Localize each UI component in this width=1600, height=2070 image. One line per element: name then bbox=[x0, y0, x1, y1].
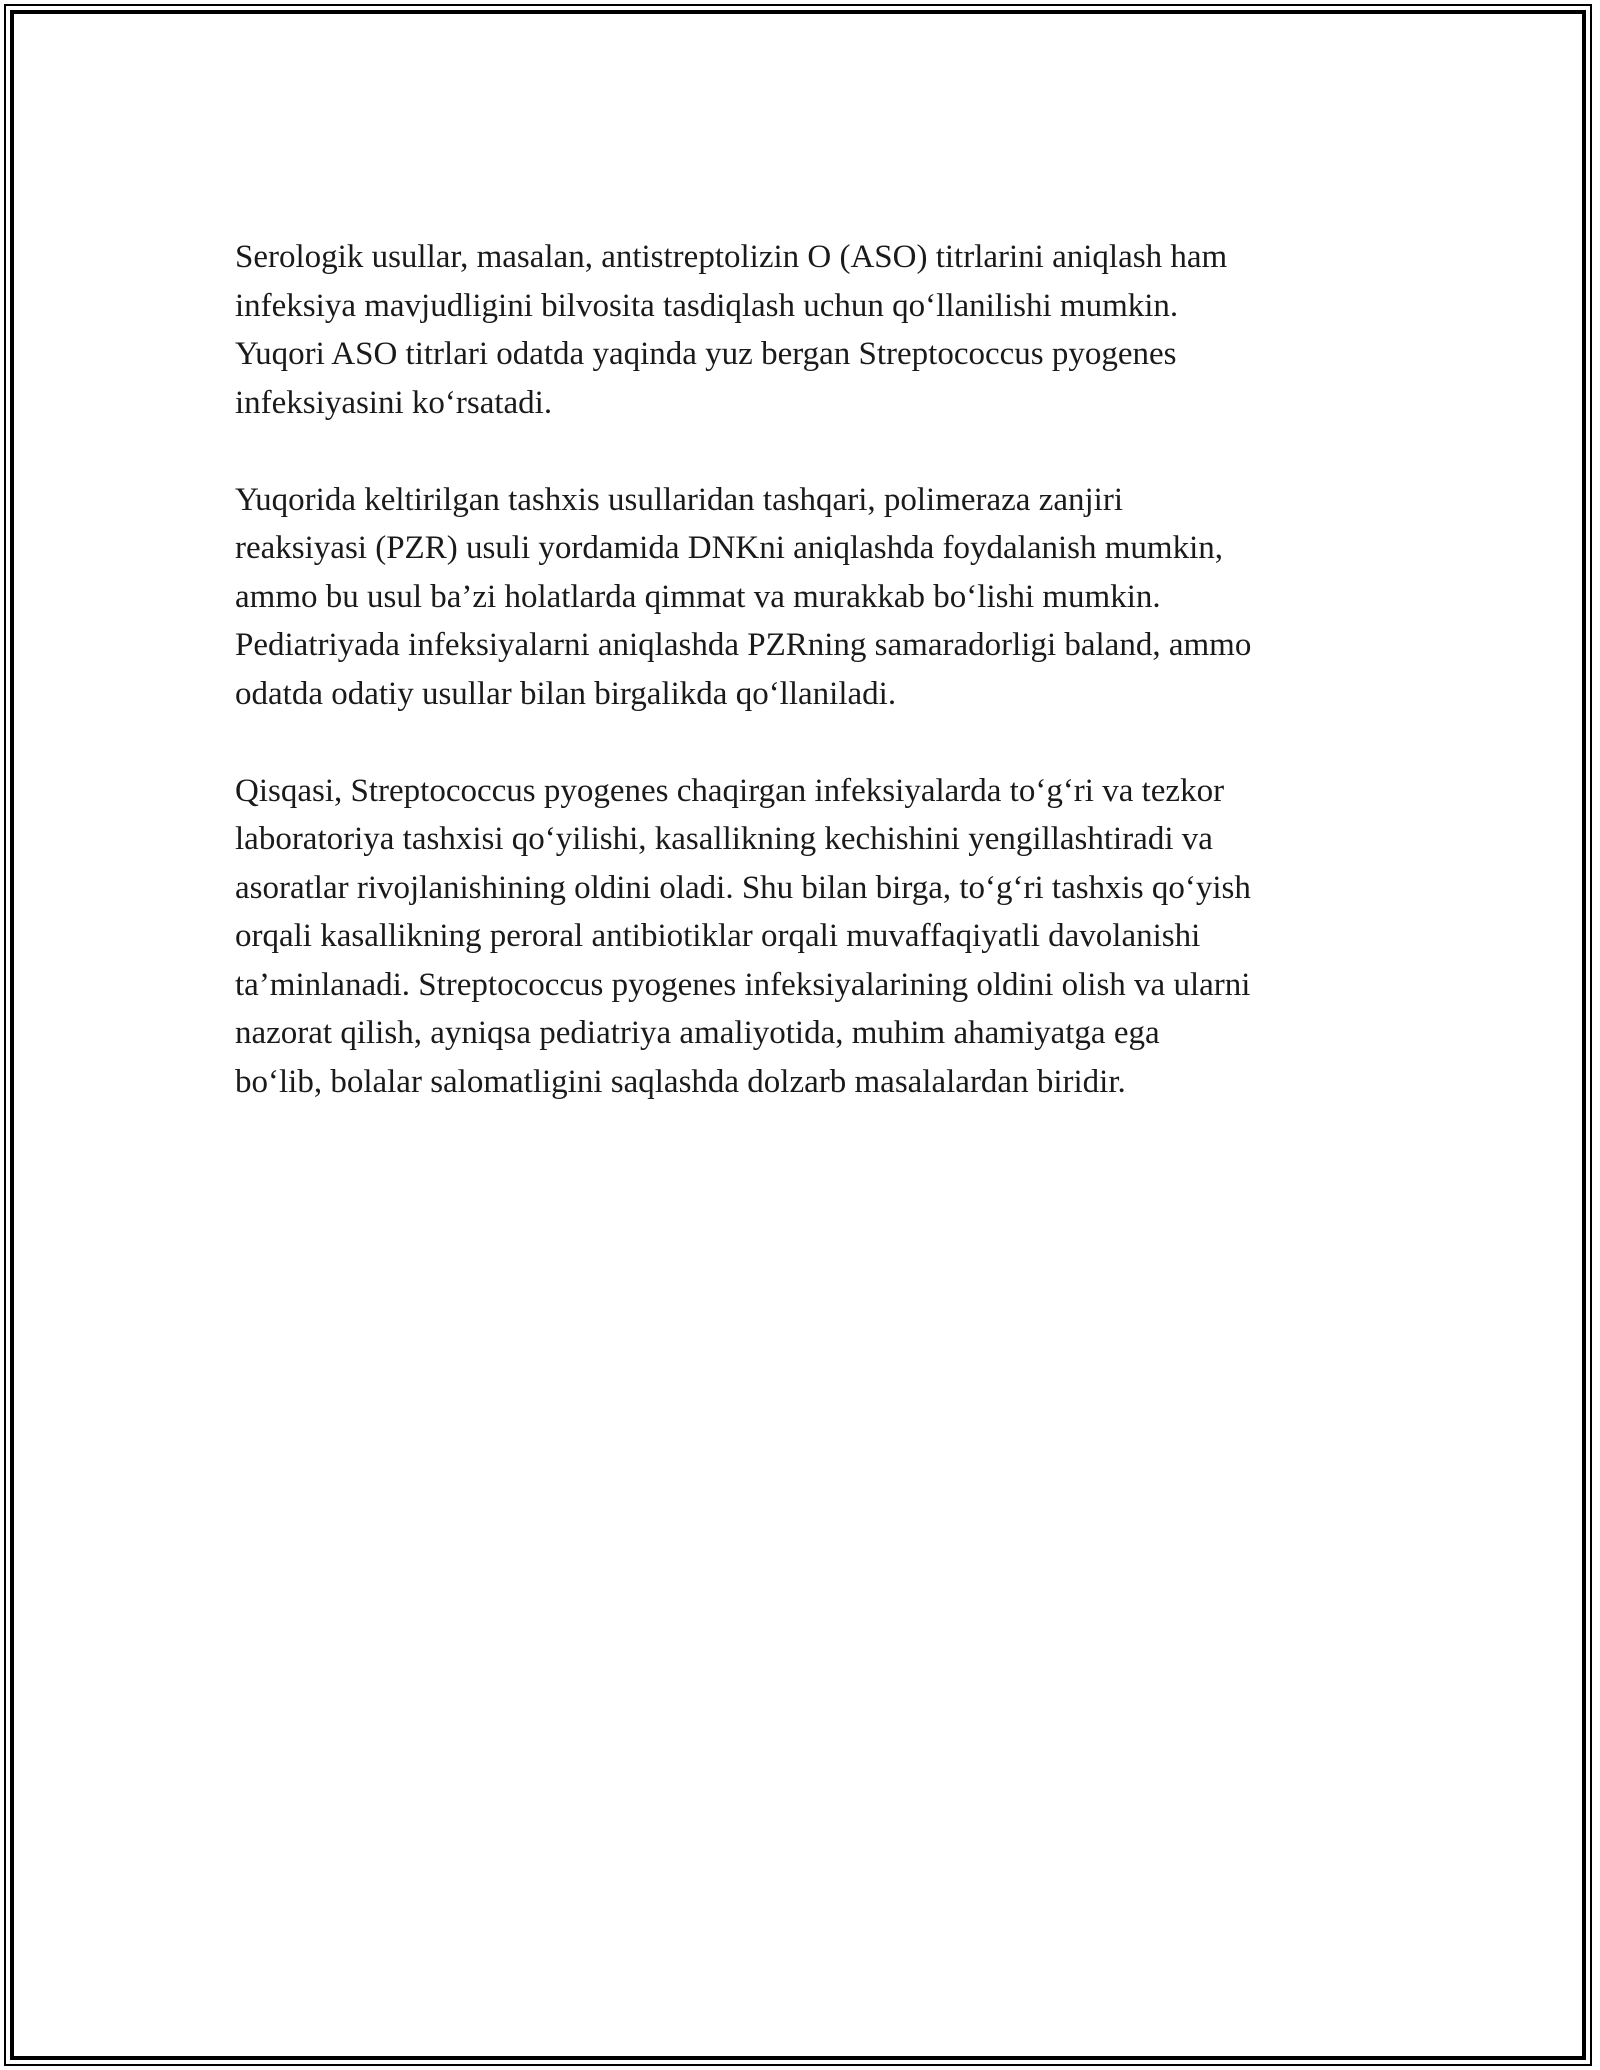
document-body bbox=[235, 233, 1375, 1155]
paragraph-summary: Qisqasi, Streptococcus pyogenes chaqirgan infeksiyalarda to‘g‘ri va tezkor laboratoriya tashxisi qo‘yilishi, kasallikning kechishini yengillashtiradi va asoratlar rivojlanishining oldini oladi. Shu bilan birga, to‘g‘ri tashxis qo‘yish orqali kasallikning peroral antibiotiklar orqali muvaffaqiyatli davolanishi ta’minlanadi. Streptococcus pyogenes infeksiyalarining oldini olish va ularni nazorat qilish, ayniqsa pediatriya amaliyotida, muhim ahamiyatga ega bo‘lib, bolalar salomatligini saqlashda dolzarb masalalardan biridir. bbox=[235, 772, 1251, 1100]
paragraph-serology: Serologik usullar, masalan, antistreptolizin O (ASO) titrlarini aniqlash ham infeksiya mavjudligini bilvosita tasdiqlash uchun qo‘llanilishi mumkin. Yuqori ASO titrlari odatda yaqinda yuz bergan Streptococcus pyogenes infeksiyasini ko‘rsatadi. bbox=[235, 239, 1228, 421]
paragraph-pcr: Yuqorida keltirilgan tashxis usullaridan tashqari, polimeraza zanjiri reaksiyasi (PZR) usuli yordamida DNKni aniqlashda foydalanish mumkin, ammo bu usul ba’zi holatlarda qimmat va murakkab bo‘lishi mumkin. Pediatriyada infeksiyalarni aniqlashda PZRning samaradorligi baland, ammo odatda odatiy usullar bilan birgalikda qo‘llaniladi. bbox=[235, 481, 1252, 712]
